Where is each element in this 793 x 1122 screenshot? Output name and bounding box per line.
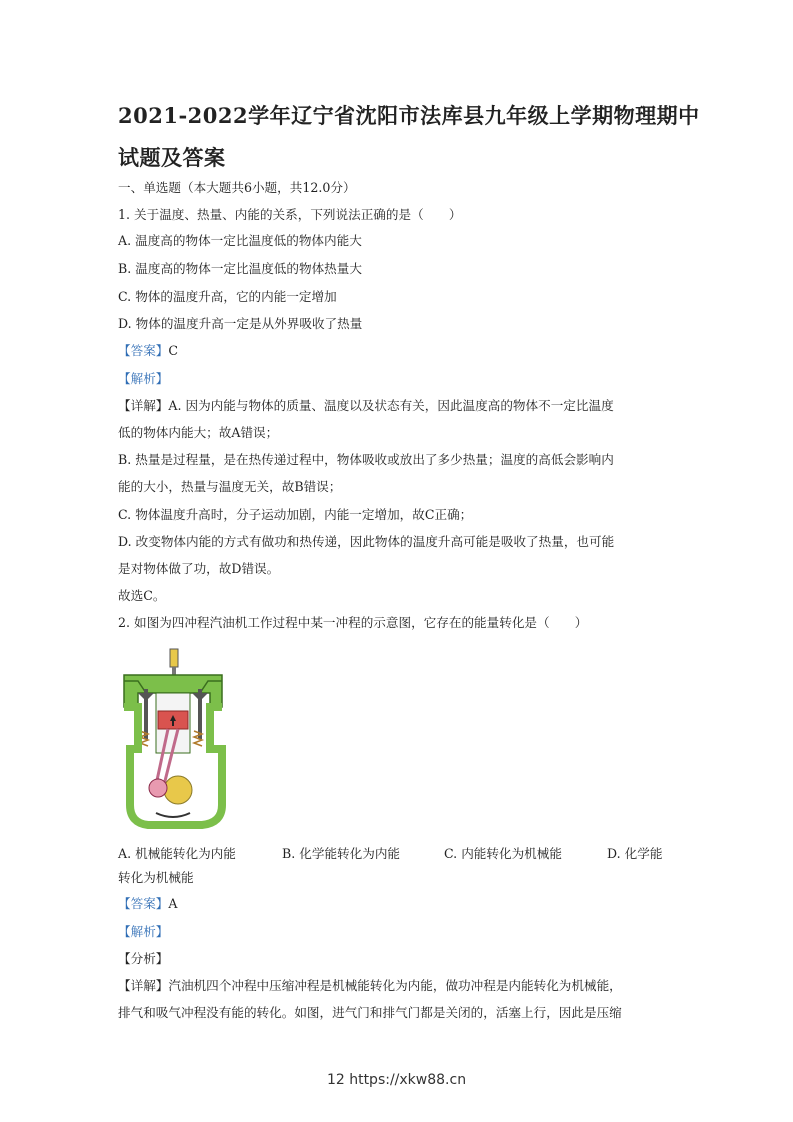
q1-option-b: B. 温度高的物体一定比温度低的物体热量大 [118,261,362,276]
q2-option-d-continuation: 转化为机械能 [118,870,194,885]
q2-detail-line [118,978,622,994]
q2-stem: 2. 如图为四冲程汽油机工作过程中某一冲程的示意图，它存在的能量转化是（ ） [118,615,588,630]
q2-analysis-tag: 【解析】 [118,924,169,939]
q1-analysis-tag: 【解析】 [118,371,169,386]
detail-tag: 【详解】 [118,978,169,993]
four-stroke-engine-icon [118,645,228,830]
document-title-line2: 试题及答案 [118,145,226,170]
q1-detail-line: 低的物体内能大；故A错误； [118,425,279,440]
detail-text: A. 因为内能与物体的质量、温度以及状态有关，因此温度高的物体不一定比温度 [168,398,614,413]
q1-option-a: A. 温度高的物体一定比温度低的物体内能大 [118,233,362,248]
detail-tag: 【详解】 [118,398,169,413]
q1-option-d: D. 物体的温度升高一定是从外界吸收了热量 [118,316,363,331]
q1-detail-line [118,398,614,414]
q2-fenxi-tag: 【分析】 [118,951,169,966]
detail-text: 汽油机四个冲程中压缩冲程是机械能转化为内能，做功冲程是内能转化为机械能， [168,978,622,993]
q1-detail-line: C. 物体温度升高时，分子运动加剧，内能一定增加，故C正确； [118,507,473,522]
answer-tag: 【答案】 [118,896,169,911]
page-footer: 12 https://xkw88.cn [326,1072,467,1088]
q1-detail-line: D. 改变物体内能的方式有做功和热传递，因此物体的温度升高可能是吸收了热量，也可能 [118,534,615,549]
q1-detail-line: 是对物体做了功，故D错误。 [118,561,280,576]
q1-detail-line: 能的大小，热量与温度无关，故B错误； [118,479,342,494]
q2-answer [118,896,177,912]
q2-option-a: A. 机械能转化为内能 [118,846,236,861]
q2-detail-line: 排气和吸气冲程没有能的转化。如图，进气门和排气门都是关闭的，活塞上行，因此是压缩 [118,1005,622,1020]
answer-tag: 【答案】 [118,343,169,358]
q1-detail-line: 故选C。 [118,588,166,603]
q1-option-c: C. 物体的温度升高，它的内能一定增加 [118,289,337,304]
answer-value: A [168,896,178,911]
document-title-line1: 2021-2022学年辽宁省沈阳市法库县九年级上学期物理期中 [118,103,700,128]
engine-diagram [118,645,228,830]
q2-option-b: B. 化学能转化为内能 [282,846,401,861]
q1-answer [118,343,178,359]
section-heading: 一、单选题（本大题共6小题，共12.0分） [118,180,356,195]
q2-option-c: C. 内能转化为机械能 [444,846,562,861]
answer-value: C [168,343,179,358]
q2-option-d: D. 化学能 [607,846,663,861]
q1-detail-line: B. 热量是过程量，是在热传递过程中，物体吸收或放出了多少热量；温度的高低会影响内 [118,452,614,467]
q1-stem: 1. 关于温度、热量、内能的关系，下列说法正确的是（ ） [118,207,462,222]
